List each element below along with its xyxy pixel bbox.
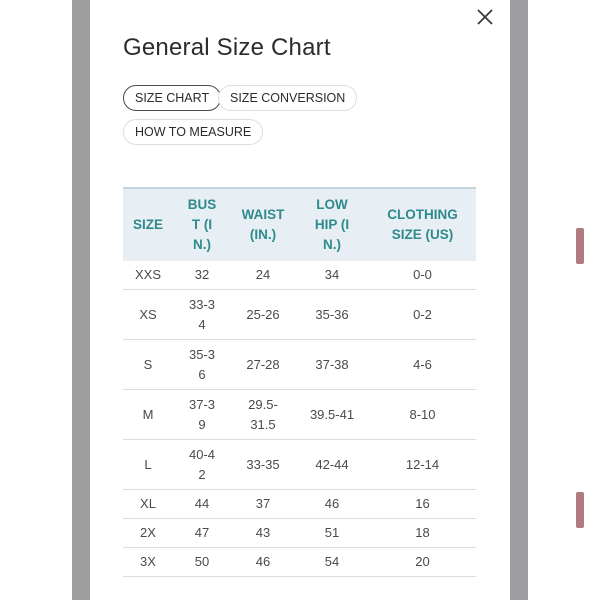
cell-bust [173, 290, 231, 340]
cell-low-hip: 42-44 [295, 440, 369, 490]
header-low-hip-label: LOW HIP (IN.) [314, 197, 350, 252]
cell-low-hip: 46 [295, 490, 369, 519]
cell-bust: 47 [173, 519, 231, 548]
cell-size: XS [123, 290, 173, 340]
header-clothing-size [369, 188, 476, 261]
cell-size: S [123, 340, 173, 390]
cell-waist-value: 29.5-31.5 [248, 396, 278, 432]
table-row [123, 490, 476, 519]
tab-how-to-measure[interactable]: HOW TO MEASURE [123, 119, 263, 145]
cell-size: XXS [123, 261, 173, 290]
cell-clothing-size: 12-14 [369, 440, 476, 490]
table-row [123, 390, 476, 440]
cell-size: 2X [123, 519, 173, 548]
cell-waist: 27-28 [231, 340, 295, 390]
table-row [123, 340, 476, 390]
cell-bust-value: 37-39 [188, 396, 215, 432]
table-header-row [123, 188, 476, 261]
cell-clothing-size: 16 [369, 490, 476, 519]
cell-bust: 44 [173, 490, 231, 519]
table-row [123, 548, 476, 577]
cell-clothing-size: 18 [369, 519, 476, 548]
header-size: SIZE [123, 188, 173, 261]
cell-size: XL [123, 490, 173, 519]
backdrop-accent [576, 228, 584, 264]
cell-waist: 46 [231, 548, 295, 577]
cell-low-hip: 35-36 [295, 290, 369, 340]
table-row [123, 290, 476, 340]
cell-low-hip: 51 [295, 519, 369, 548]
cell-waist: 25-26 [231, 290, 295, 340]
modal-title: General Size Chart [123, 34, 331, 61]
cell-bust-value: 40-42 [188, 446, 215, 482]
table-row [123, 440, 476, 490]
cell-clothing-size: 0-0 [369, 261, 476, 290]
cell-waist: 43 [231, 519, 295, 548]
table-row [123, 261, 476, 290]
cell-waist: 37 [231, 490, 295, 519]
tab-size-chart[interactable]: SIZE CHART [123, 85, 221, 111]
cell-clothing-size: 20 [369, 548, 476, 577]
cell-bust: 32 [173, 261, 231, 290]
cell-low-hip: 39.5-41 [295, 390, 369, 440]
header-waist [231, 188, 295, 261]
cell-bust-value: 33-34 [188, 296, 215, 332]
cell-waist: 33-35 [231, 440, 295, 490]
cell-clothing-size: 4-6 [369, 340, 476, 390]
size-chart-modal [90, 0, 510, 600]
close-button[interactable] [473, 5, 497, 29]
header-low-hip [295, 188, 369, 261]
cell-bust [173, 340, 231, 390]
cell-size: M [123, 390, 173, 440]
cell-low-hip: 34 [295, 261, 369, 290]
header-waist-label: WAIST (IN.) [241, 207, 285, 242]
size-table [123, 187, 476, 577]
cell-waist: 24 [231, 261, 295, 290]
cell-waist [231, 390, 295, 440]
backdrop-accent [576, 492, 584, 528]
tab-size-conversion[interactable]: SIZE CONVERSION [218, 85, 357, 111]
close-icon [473, 5, 497, 29]
cell-bust: 50 [173, 548, 231, 577]
cell-clothing-size: 8-10 [369, 390, 476, 440]
header-bust [173, 188, 231, 261]
cell-bust [173, 440, 231, 490]
cell-bust-value: 35-36 [188, 346, 215, 382]
cell-clothing-size: 0-2 [369, 290, 476, 340]
header-clothing-size-label: CLOTHING SIZE (US) [387, 207, 458, 242]
cell-size: 3X [123, 548, 173, 577]
cell-low-hip: 37-38 [295, 340, 369, 390]
cell-low-hip: 54 [295, 548, 369, 577]
cell-size: L [123, 440, 173, 490]
table-row [123, 519, 476, 548]
header-bust-label: BUST (IN.) [187, 197, 217, 252]
cell-bust [173, 390, 231, 440]
